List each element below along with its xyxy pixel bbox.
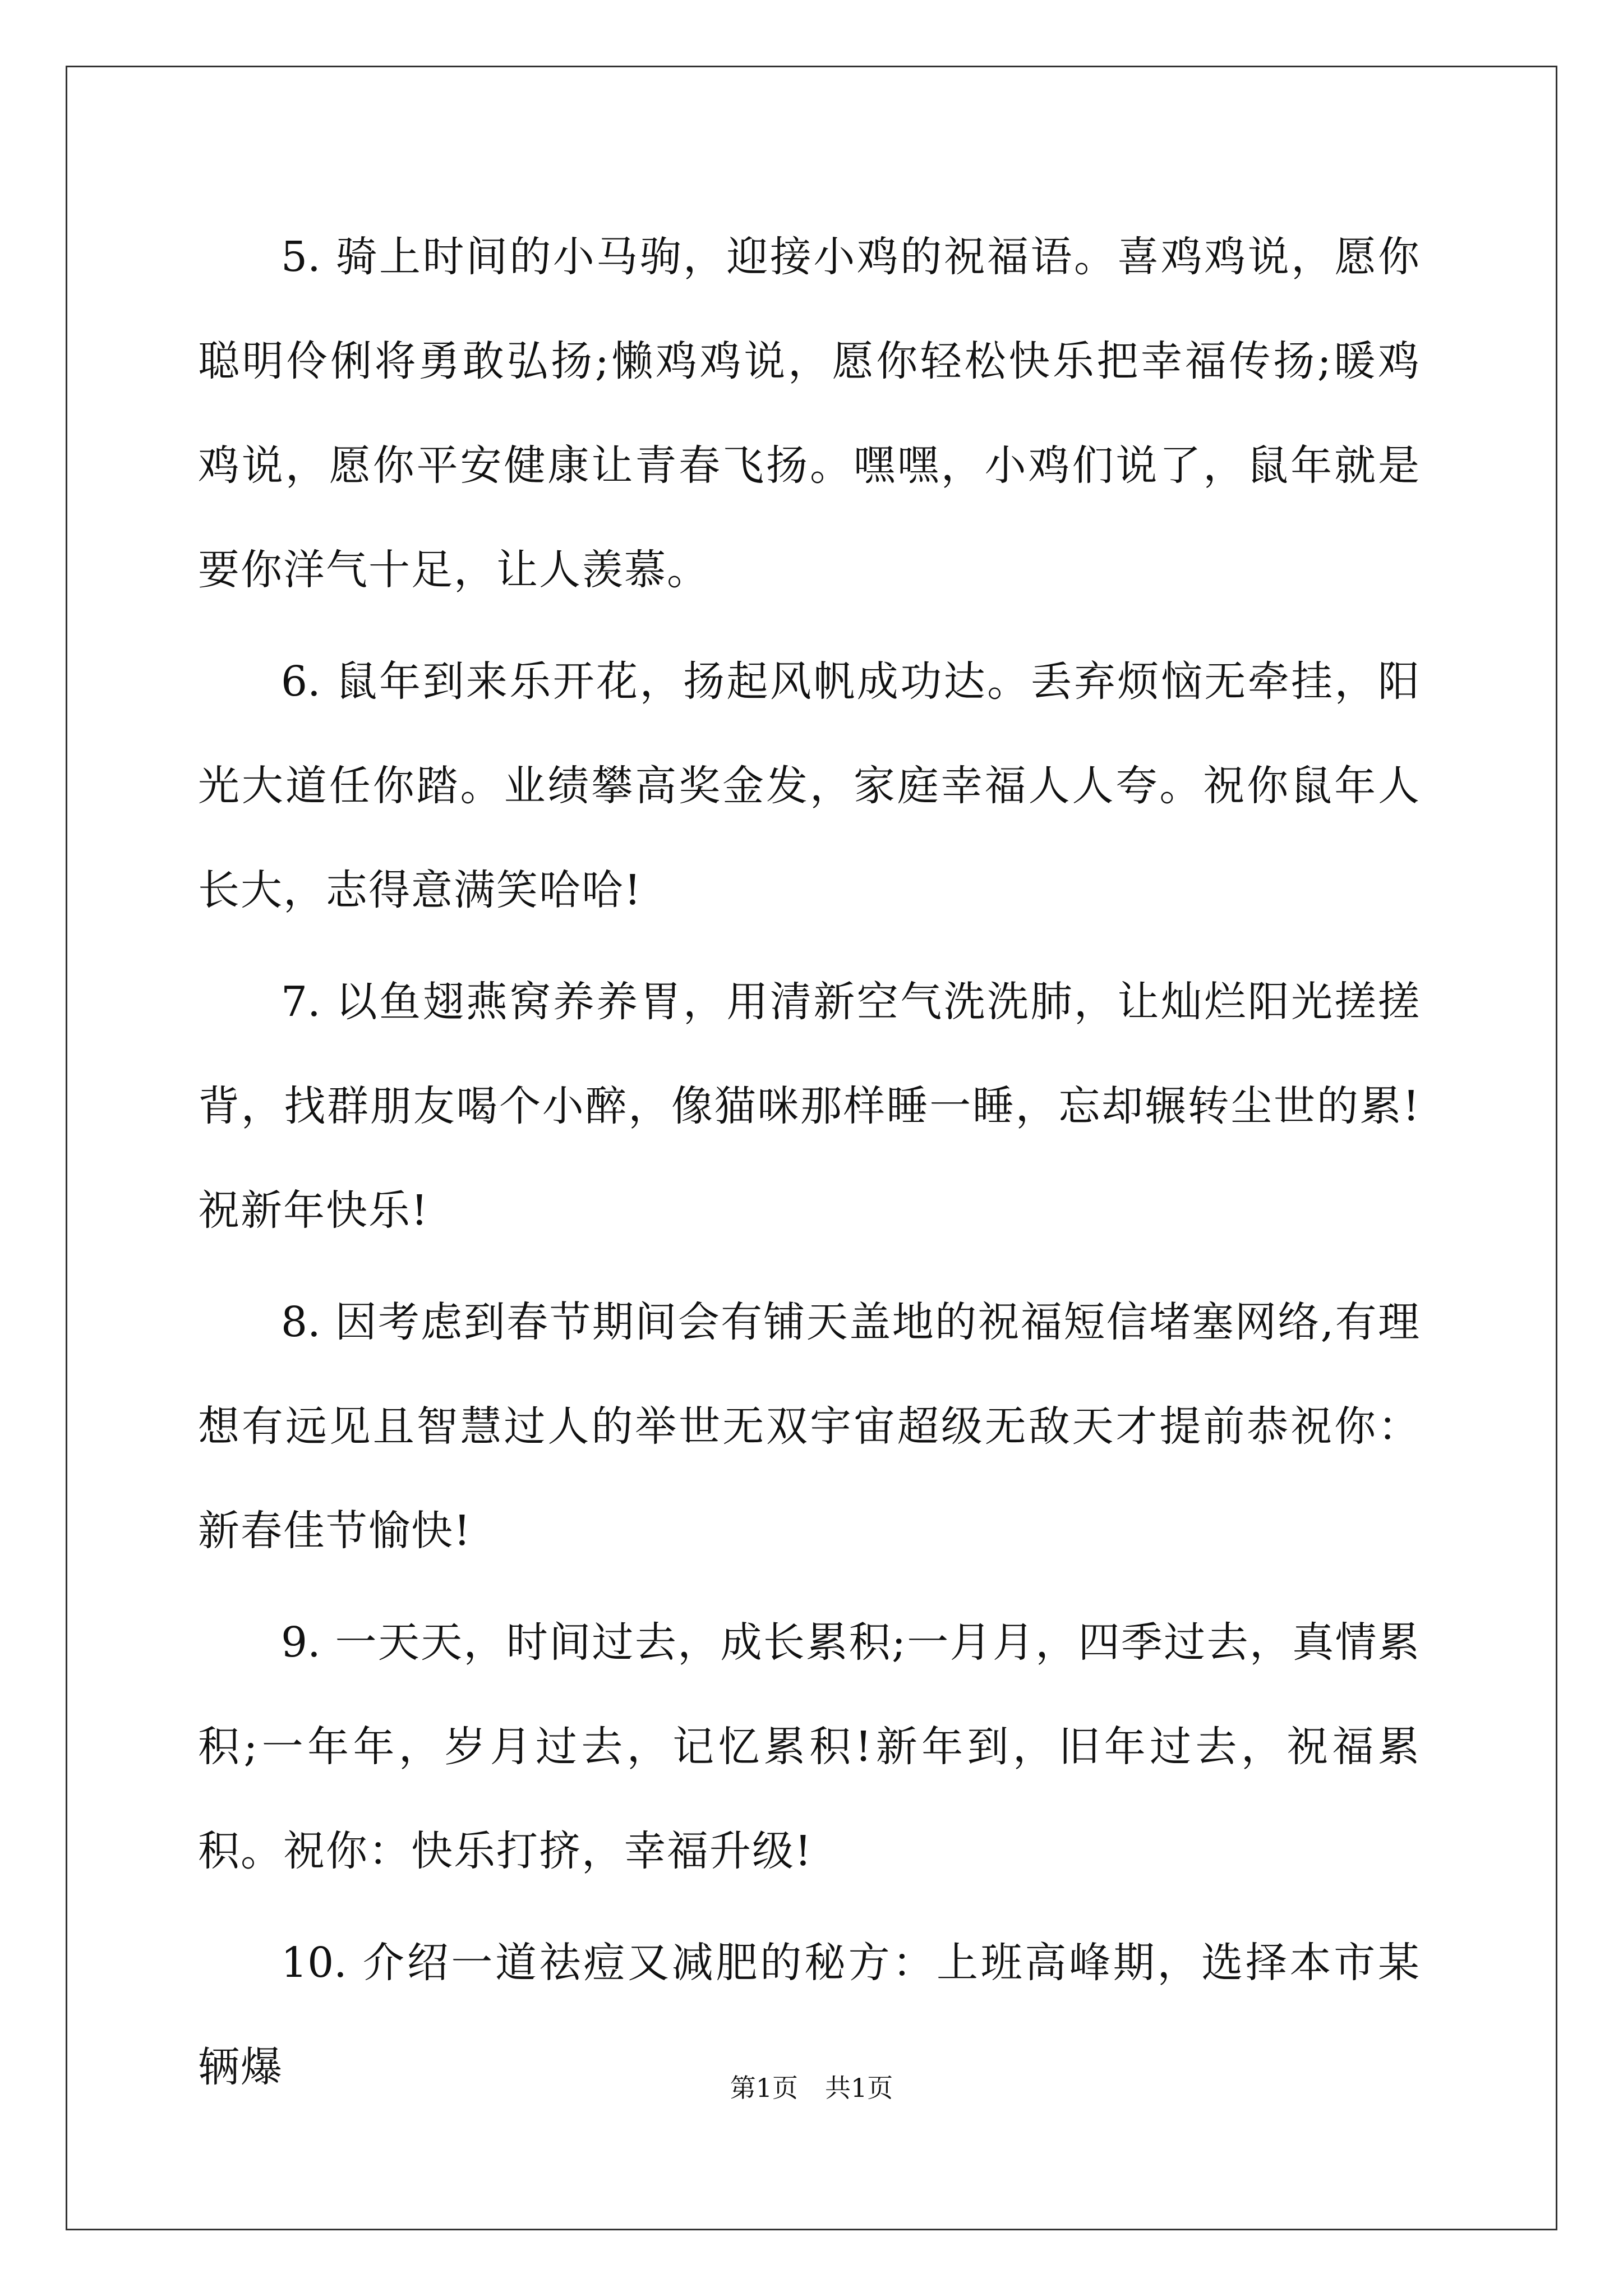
paragraph-number: 9. — [281, 1618, 321, 1667]
paragraph-text: 因考虑到春节期间会有铺天盖地的祝福短信堵塞网络,有理想有远见且智慧过人的举世无双宇宙超级无敌天才提前恭祝你：新春佳节愉快! — [198, 1298, 1421, 1555]
paragraph-number: 8. — [281, 1298, 321, 1346]
page-number-current: 第1页 — [730, 2073, 798, 2103]
paragraph-number: 5. — [281, 233, 321, 281]
paragraph-number: 7. — [281, 978, 321, 1026]
paragraph-8 — [198, 1270, 1421, 1583]
paragraph-number: 10. — [281, 1939, 347, 1987]
paragraph-6 — [198, 629, 1421, 942]
paragraph-text: 鼠年到来乐开花，扬起风帆成功达。丢弃烦恼无牵挂，阳光大道任你踏。业绩攀高奖金发，家庭幸福人人夸。祝你鼠年人长大，志得意满笑哈哈! — [198, 657, 1421, 914]
paragraph-7 — [198, 950, 1421, 1263]
paragraph-text: 以鱼翅燕窝养养胃，用清新空气洗洗肺，让灿烂阳光搓搓背，找群朋友喝个小醉，像猫咪那样睡一睡，忘却辗转尘世的累!祝新年快乐! — [198, 978, 1421, 1235]
page-number-total: 共1页 — [825, 2073, 893, 2103]
paragraph-text: 介绍一道祛痘又减肥的秘方：上班高峰期，选择本市某辆爆 — [198, 1939, 1421, 2091]
page-footer — [0, 2071, 1623, 2105]
paragraph-text: 骑上时间的小马驹，迎接小鸡的祝福语。喜鸡鸡说，愿你聪明伶俐将勇敢弘扬;懒鸡鸡说，愿你轻松快乐把幸福传扬;暖鸡鸡说，愿你平安健康让青春飞扬。嘿嘿，小鸡们说了，鼠年就是要你洋气十足，让人羡慕。 — [198, 233, 1421, 594]
paragraph-number: 6. — [281, 657, 321, 706]
paragraph-5 — [198, 205, 1421, 622]
paragraph-9 — [198, 1590, 1421, 1903]
paragraph-text: 一天天，时间过去，成长累积;一月月，四季过去，真情累积;一年年，岁月过去，记忆累积!新年到，旧年过去，祝福累积。祝你：快乐打挤，幸福升级! — [198, 1618, 1421, 1875]
document-body — [198, 205, 1421, 2127]
